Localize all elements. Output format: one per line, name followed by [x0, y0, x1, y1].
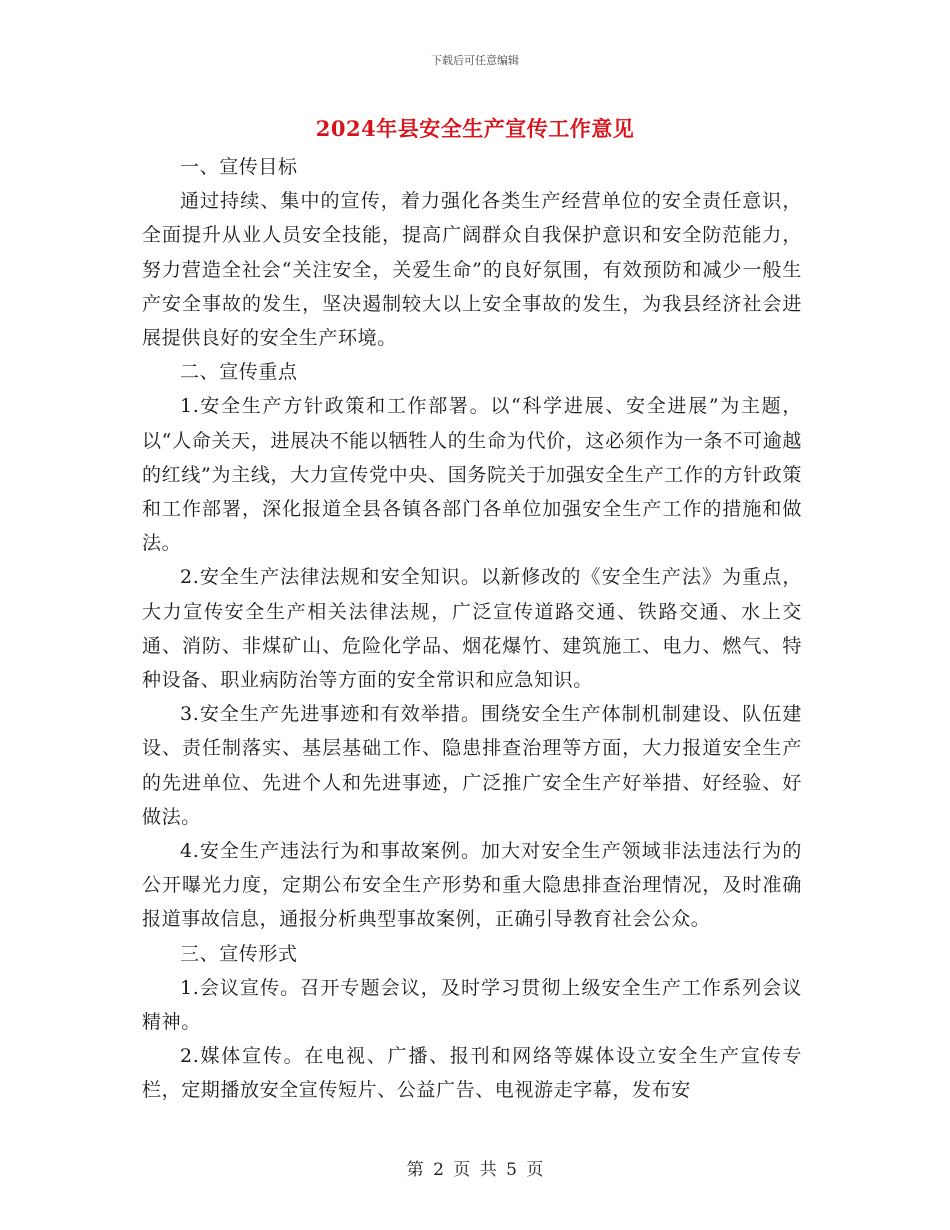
paragraph-forms-1: 1.会议宣传。召开专题会议，及时学习贯彻上级安全生产工作系列会议精神。 [142, 976, 802, 1034]
paragraph-goals: 通过持续、集中的宣传，着力强化各类生产经营单位的安全责任意识，全面提升从业人员安全技能，提高广阔群众自我保护意识和安全防范能力，努力营造全社会“关注安全，关爱生命”的良好氛围，有效预防和减少一般生产安全事故的发生，坚决遏制较大以上安全事故的发生，为我县经济社会进展提供良好的安全生产环境。 [142, 190, 802, 350]
document-title: 2024年县安全生产宣传工作意见 [315, 116, 635, 141]
paragraph-focus-1: 1.安全生产方针政策和工作部署。以“科学进展、安全进展”为主题，以“人命关天，进展决不能以牺牲人的生命为代价，这必须作为一条不可逾越的红线”为主线，大力宣传党中央、国务院关于加强安全生产工作的方针政策和工作部署，深化报道全县各镇各部门各单位加强安全生产工作的措施和做法。 [142, 395, 802, 555]
document-body [142, 150, 802, 1108]
page-number-footer: 第 2 页 共 5 页 [406, 1160, 544, 1180]
paragraph-focus-4: 4.安全生产违法行为和事故案例。加大对安全生产领域非法违法行为的公开曝光力度，定期公布安全生产形势和重大隐患排查治理情况，及时准确报道事故信息，通报分析典型事故案例，正确引导教育社会公众。 [142, 840, 802, 931]
paragraph-forms-2: 2.媒体宣传。在电视、广播、报刊和网络等媒体设立安全生产宣传专栏，定期播放安全宣传短片、公益广告、电视游走字幕，发布安 [142, 1045, 802, 1102]
header-note: 下载后可任意编辑 [431, 54, 519, 67]
section-heading-forms: 三、宣传形式 [180, 942, 298, 965]
section-heading-focus: 二、宣传重点 [180, 361, 298, 384]
section-heading-goals: 一、宣传目标 [180, 156, 298, 178]
paragraph-focus-3: 3.安全生产先进事迹和有效举措。围绕安全生产体制机制建设、队伍建设、责任制落实、基层基础工作、隐患排查治理等方面，大力报道安全生产的先进单位、先进个人和先进事迹，广泛推广安全生产好举措、好经验、好做法。 [142, 703, 802, 828]
paragraph-focus-2: 2.安全生产法律法规和安全知识。以新修改的《安全生产法》为重点，大力宣传安全生产相关法律法规，广泛宣传道路交通、铁路交通、水上交通、消防、非煤矿山、危险化学品、烟花爆竹、建筑施工、电力、燃气、特种设备、职业病防治等方面的安全常识和应急知识。 [142, 566, 802, 692]
